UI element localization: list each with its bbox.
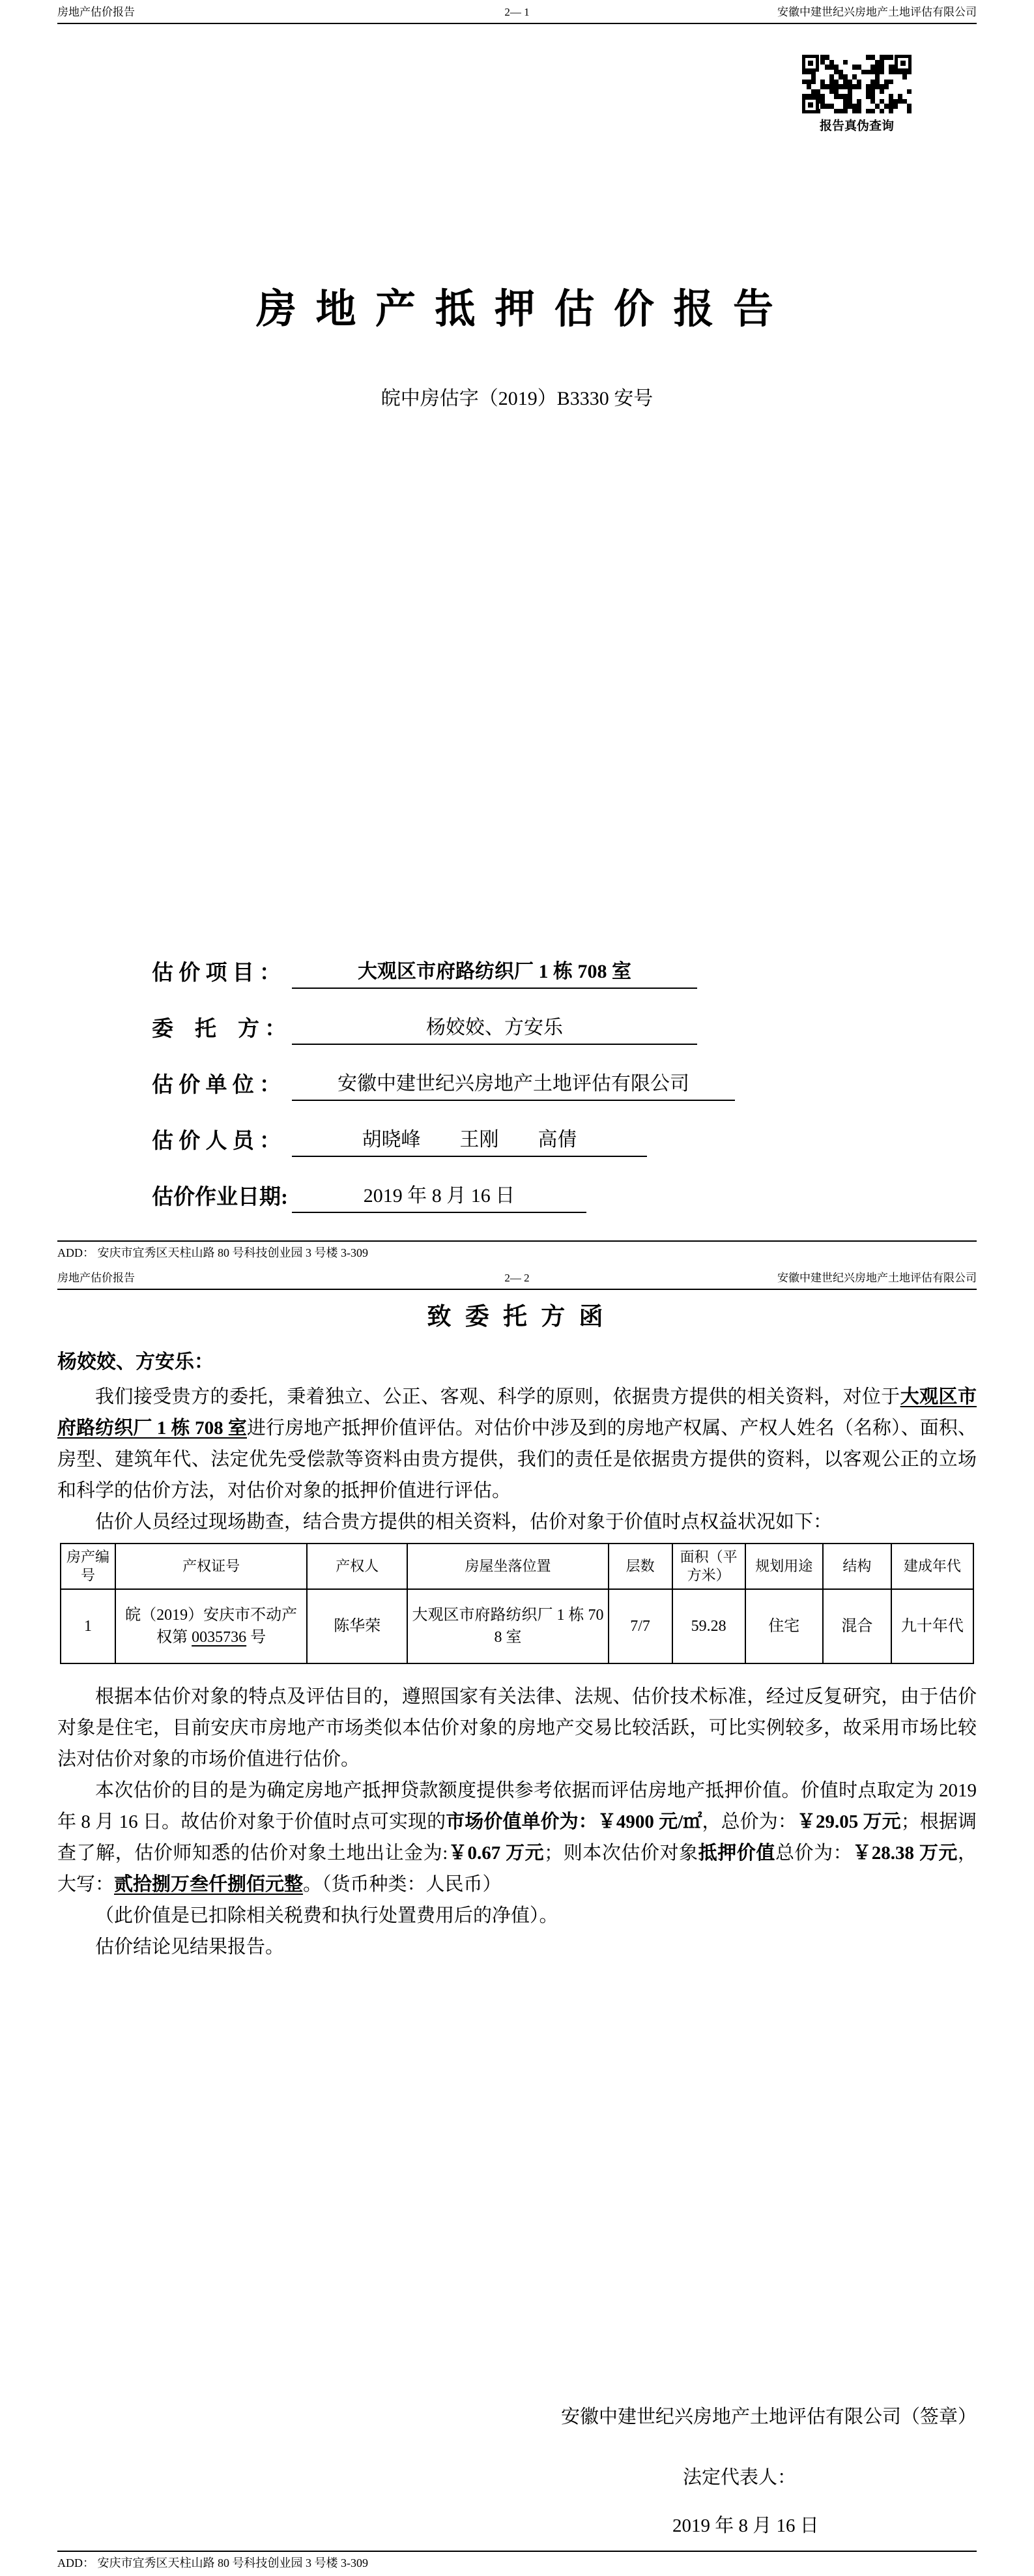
col-header-structure: 结构 — [823, 1544, 891, 1589]
page-footer-address: ADD： 安庆市宜秀区天柱山路 80 号科技创业园 3 号楼 3-309 — [57, 1240, 977, 1261]
table-header-row — [61, 1544, 973, 1589]
col-header-property-no: 房产编号 — [61, 1544, 115, 1589]
cell-cert-no: 皖（2019）安庆市不动产权第 0035736 号 — [115, 1589, 307, 1663]
cell-floors: 7/7 — [609, 1589, 672, 1663]
cell-area: 59.28 — [672, 1589, 745, 1663]
qr-caption: 报告真伪查询 — [819, 119, 894, 133]
header-company: 安徽中建世纪兴房地产土地评估有限公司 — [777, 6, 977, 18]
field-label-agency: 估 价 单 位 ： — [152, 1074, 281, 1097]
header-doc-type: 房地产估价报告 — [57, 1272, 135, 1284]
paragraph-engagement: 我们接受贵方的委托，秉着独立、公正、客观、科学的原则，依据贵方提供的相关资料，对位于大观区市府路纺织厂 1 栋 708 室进行房地产抵押价值评估。对估价中涉及到的房地产权属、产权人姓名（名称）、面积、房型、建筑年代、法定优先受偿款等资料由贵方提供，我们的责任是依据贵方提供的资料，以客观公正的立场和科学的估价方法，对估价对象的抵押价值进行评估。 — [57, 1386, 977, 1501]
col-header-floors: 层数 — [609, 1544, 672, 1589]
report-cover-page — [0, 0, 1034, 1266]
field-label-date: 估价作业日期: — [152, 1186, 288, 1209]
qr-finder-icon — [802, 96, 819, 113]
col-header-built-era: 建成年代 — [891, 1544, 973, 1589]
cell-planned-use: 住宅 — [745, 1589, 823, 1663]
running-header — [57, 1266, 977, 1290]
header-page-number: 2— 2 — [504, 1272, 530, 1284]
qr-finder-icon — [802, 55, 819, 72]
field-row-appraisers — [152, 1101, 1034, 1157]
header-doc-type: 房地产估价报告 — [57, 6, 135, 18]
field-value-agency: 安徽中建世纪兴房地产土地评估有限公司 — [292, 1067, 735, 1101]
col-header-area: 面积（平方米） — [672, 1544, 745, 1589]
col-header-owner: 产权人 — [307, 1544, 407, 1589]
letter-page — [0, 1266, 1034, 2576]
field-row-client — [152, 989, 1034, 1045]
field-value-client: 杨姣姣、方安乐 — [292, 1011, 697, 1045]
col-header-location: 房屋坐落位置 — [407, 1544, 608, 1589]
cell-property-no: 1 — [61, 1589, 115, 1663]
report-number: 皖中房估字（2019）B3330 安号 — [381, 388, 653, 409]
signature-company: 安徽中建世纪兴房地产土地评估有限公司（签章） — [560, 2407, 977, 2427]
cover-fields — [152, 933, 1034, 1213]
field-row-date — [152, 1157, 1034, 1213]
paragraph-conclusion: 估价结论见结果报告。 — [95, 1937, 285, 1957]
verification-qr-block — [802, 55, 912, 134]
header-page-number: 2— 1 — [504, 6, 530, 18]
signature-date: 2019 年 8 月 16 日 — [672, 2515, 819, 2536]
field-value-project: 大观区市府路纺织厂 1 栋 708 室 — [292, 955, 697, 989]
field-label-project: 估 价 项 目 ： — [152, 961, 281, 985]
col-header-planned-use: 规划用途 — [745, 1544, 823, 1589]
field-value-date: 2019 年 8 月 16 日 — [292, 1179, 586, 1213]
running-header — [57, 0, 977, 24]
property-rights-table — [60, 1543, 974, 1664]
report-title: 房 地 产 抵 押 估 价 报 告 — [255, 287, 778, 332]
qr-finder-icon — [895, 55, 912, 72]
table-row — [61, 1589, 973, 1663]
cell-structure: 混合 — [823, 1589, 891, 1663]
field-value-appraisers: 胡晓峰 王刚 高倩 — [292, 1123, 647, 1157]
cell-built-era: 九十年代 — [891, 1589, 973, 1663]
field-row-agency — [152, 1045, 1034, 1101]
field-row-project — [152, 933, 1034, 989]
letter-title: 致 委 托 方 函 — [427, 1304, 607, 1330]
paragraph-survey: 估价人员经过现场勘查，结合贵方提供的相关资料，估价对象于价值时点权益状况如下： — [95, 1512, 833, 1532]
field-label-appraisers: 估 价 人 员 ： — [152, 1130, 281, 1153]
page-footer-address: ADD： 安庆市宜秀区天柱山路 80 号科技创业园 3 号楼 3-309 — [57, 2551, 977, 2571]
paragraph-method: 根据本估价对象的特点及评估目的，遵照国家有关法律、法规、估价技术标准，经过反复研究，由于估价对象是住宅，目前安庆市房地产市场类似本估价对象的房地产交易比较活跃，可比实例较多，故采用市场比较法对估价对象的市场价值进行估价。 — [57, 1686, 977, 1770]
salutation: 杨姣姣、方安乐： — [57, 1351, 214, 1373]
signature-legal-representative: 法定代表人： — [683, 2467, 797, 2488]
qr-code-icon — [802, 55, 912, 113]
paragraph-valuation: 本次估价的目的是为确定房地产抵押贷款额度提供参考依据而评估房地产抵押价值。价值时点取定为 2019 年 8 月 16 日。故估价对象于价值时点可实现的市场价值单价为：￥4900 元/㎡，总价为：￥29.05 万元；根据调查了解，估价师知悉的估价对象土地出让金为:￥0.67 万元；则本次估价对象抵押价值总价为：￥28.38 万元，大写：贰拾捌万叁仟捌佰元整。（货币种类：人民币） — [57, 1780, 977, 1895]
header-company: 安徽中建世纪兴房地产土地评估有限公司 — [777, 1272, 977, 1284]
col-header-cert-no: 产权证号 — [115, 1544, 307, 1589]
field-label-client: 委 托 方 ： — [152, 1017, 287, 1041]
paragraph-net-value: （此价值是已扣除相关税费和执行处置费用后的净值）。 — [95, 1905, 558, 1926]
cell-location: 大观区市府路纺织厂 1 栋 708 室 — [407, 1589, 608, 1663]
cell-owner: 陈华荣 — [307, 1589, 407, 1663]
